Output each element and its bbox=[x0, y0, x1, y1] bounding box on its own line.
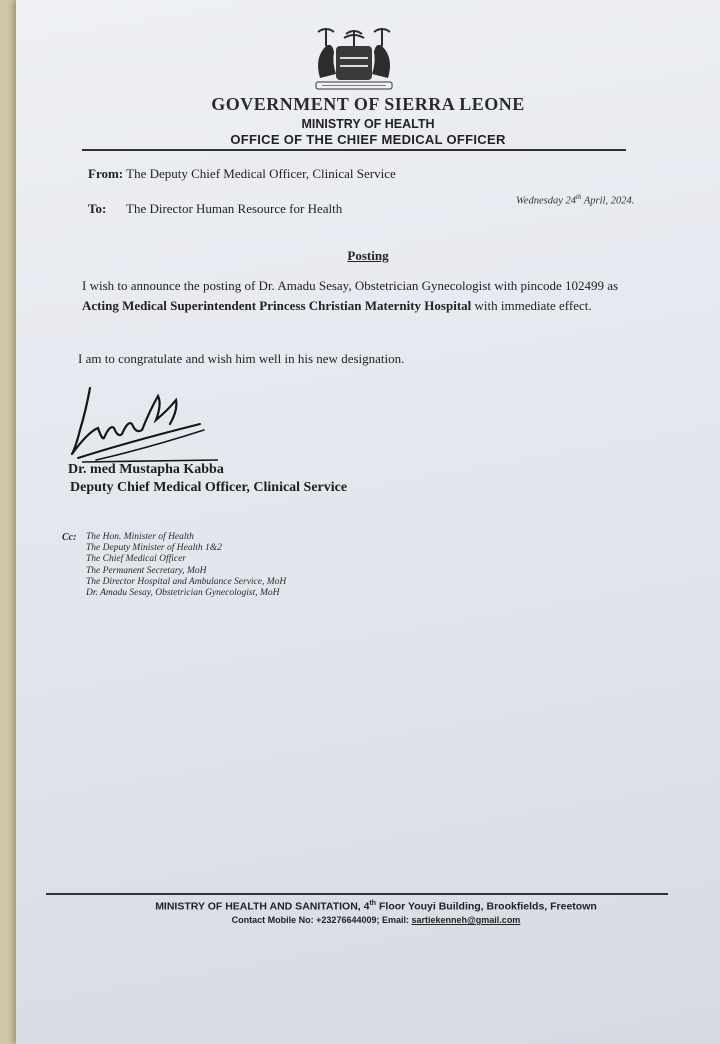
footer-address bbox=[96, 900, 656, 913]
para1-position: Acting Medical Superintendent Princess Christian Maternity Hospital bbox=[82, 298, 472, 313]
signatory-name: Dr. med Mustapha Kabba bbox=[68, 462, 224, 477]
letter-page bbox=[16, 0, 720, 1044]
subject-heading: Posting bbox=[347, 248, 389, 263]
to-label: To: bbox=[88, 201, 107, 216]
government-title: GOVERNMENT OF SIERRA LEONE bbox=[211, 94, 525, 114]
congratulation-paragraph: I am to congratulate and wish him well in his new designation. bbox=[78, 351, 405, 366]
office-name: OFFICE OF THE CHIEF MEDICAL OFFICER bbox=[230, 132, 506, 147]
cc-item: The Deputy Minister of Health 1&2 bbox=[86, 543, 222, 554]
cc-item: Dr. Amadu Sesay, Obstetrician Gynecologist, MoH bbox=[86, 588, 280, 599]
footer-rule bbox=[46, 893, 668, 895]
letter-date bbox=[516, 193, 634, 207]
footer-address-end: Floor Youyi Building, Brookfields, Freetown bbox=[376, 900, 597, 913]
footer-contact bbox=[96, 915, 656, 925]
to-value: The Director Human Resource for Health bbox=[126, 201, 343, 216]
signature-icon bbox=[58, 380, 218, 464]
contact-label: Contact Mobile No: +23276644009; Email: bbox=[231, 915, 412, 925]
date-rest: April, 2024. bbox=[581, 195, 635, 207]
posting-paragraph bbox=[82, 276, 642, 316]
cc-item: The Director Hospital and Ambulance Service, MoH bbox=[86, 576, 287, 587]
from-label: From: bbox=[88, 166, 124, 181]
ministry-name: MINISTRY OF HEALTH bbox=[301, 117, 435, 131]
cc-item: The Permanent Secretary, MoH bbox=[86, 565, 207, 576]
header-rule bbox=[82, 149, 626, 151]
cc-label: Cc: bbox=[62, 532, 77, 543]
from-value: The Deputy Chief Medical Officer, Clinical Service bbox=[126, 166, 396, 181]
para1-start: I wish to announce the posting of Dr. Amadu Sesay, Obstetrician Gynecologist with pincode 102499 as bbox=[82, 278, 619, 293]
cc-item: The Chief Medical Officer bbox=[86, 554, 186, 565]
cc-list bbox=[86, 532, 286, 599]
date-day: Wednesday 24 bbox=[516, 195, 576, 207]
para1-end: with immediate effect. bbox=[471, 298, 592, 313]
from-line bbox=[88, 166, 396, 182]
cc-item: The Hon. Minister of Health bbox=[86, 532, 194, 542]
date-suffix: th bbox=[575, 193, 582, 201]
coat-of-arms-icon bbox=[306, 28, 402, 94]
footer-address-sup: th bbox=[369, 900, 377, 907]
contact-email-link[interactable]: sartiekenneh@gmail.com bbox=[411, 915, 521, 925]
footer-address-start: MINISTRY OF HEALTH AND SANITATION, 4 bbox=[155, 900, 370, 913]
signatory-title: Deputy Chief Medical Officer, Clinical Service bbox=[70, 480, 348, 495]
